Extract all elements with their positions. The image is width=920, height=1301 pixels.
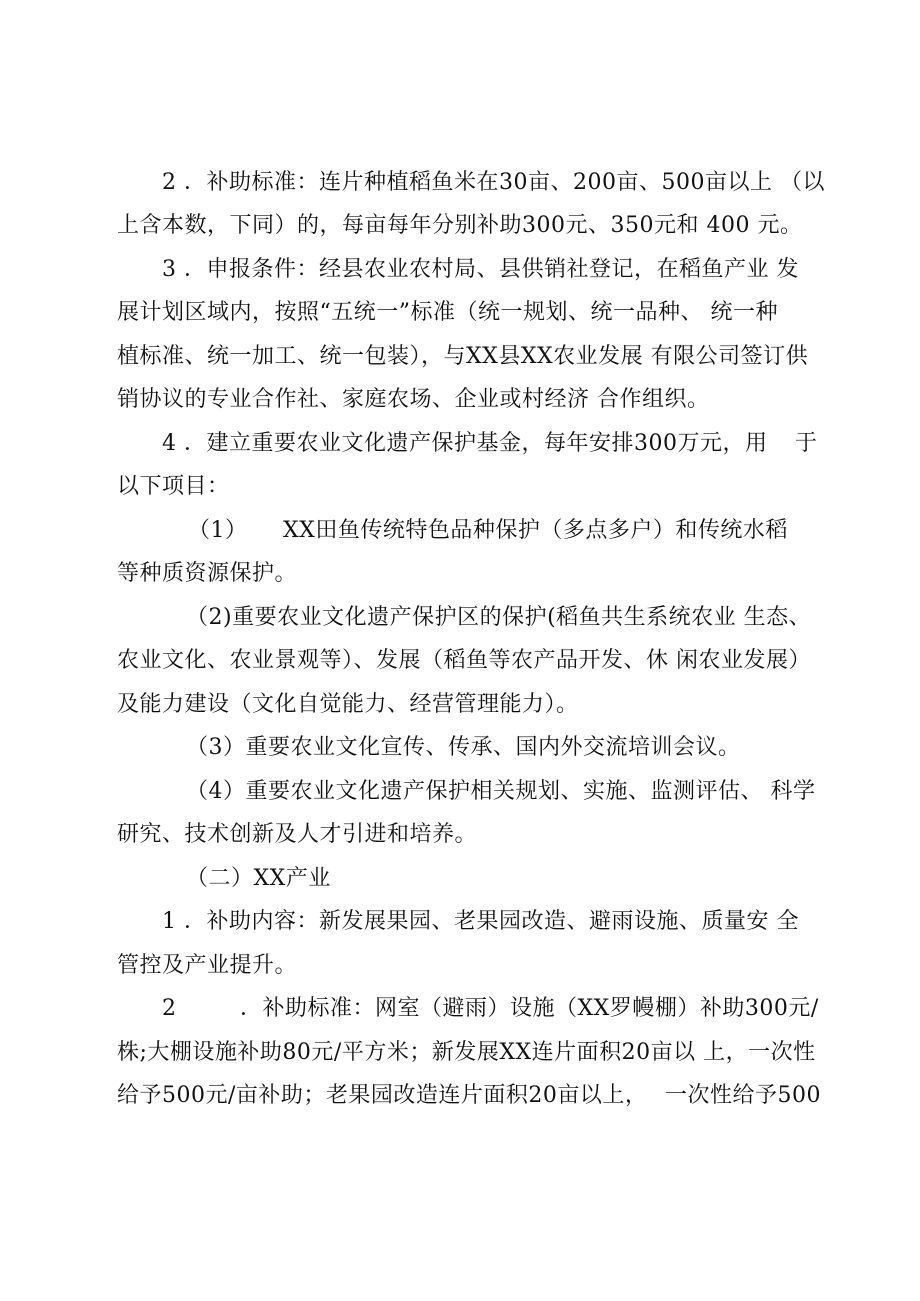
list-marker: （1） [188,518,248,543]
paragraph-line: XX田鱼传统特色品种保护（多点多户）和传统水稻 [283,518,788,543]
paragraph-line: ．补助标准：网室（避雨）设施（XX罗幔棚）补助300元/ [240,996,819,1021]
paragraph-line: 植标准、统一加工、统一包装），与XX县XX农业发展 有限公司签订供 [117,344,809,369]
paragraph-line: 4 ．建立重要农业文化遗产保护基金，每年安排300万元，用 [162,431,768,456]
paragraph-line: （2)重要农业文化遗产保护区的保护(稻鱼共生系统农业 生态、 [186,605,812,630]
paragraph-line: （3）重要农业文化宣传、传承、国内外交流培训会议。 [186,735,741,760]
paragraph-line: 农业文化、农业景观等）、发展（稻鱼等农产品开发、休 闲农业发展） [117,648,811,673]
section-heading: （二）XX产业 [186,866,331,891]
paragraph-line: 等种质资源保护。 [117,561,298,586]
paragraph-line: （4）重要农业文化遗产保护相关规划、实施、监测评估、 科学 [186,779,816,804]
paragraph-line: 销协议的专业合作社、家庭农场、企业或村经济 合作组织。 [117,387,710,412]
paragraph-line: 及能力建设（文化自觉能力、经营管理能力）。 [117,692,579,717]
list-marker: 2 [162,996,177,1021]
paragraph-line: 给予500元/亩补助；老果园改造连片面积20亩以上， [117,1083,648,1108]
paragraph-line: 展计划区域内，按照“五统一”标准（统一规划、统一品种、 统一种 [117,300,778,325]
paragraph-line: 1 ．补助内容：新发展果园、老果园改造、避雨设施、质量安 全 [162,909,799,934]
paragraph-line: 一次性给予500 [665,1083,821,1108]
paragraph-line: 上含本数，下同）的，每亩每年分别补助300元、350元和 400 元。 [117,213,803,238]
paragraph-line: 以下项目： [117,474,230,499]
paragraph-line: 研究、技术创新及人才引进和培养。 [117,822,478,847]
paragraph-line: 于 [795,431,818,456]
paragraph-line: 3 ．申报条件：经县农业农村局、县供销社登记，在稻鱼产业 发 [162,257,799,282]
paragraph-line: 株;大棚设施补助80元/平方米；新发展XX连片面积20亩以 上，一次性 [117,1040,816,1065]
paragraph-line: 2 ．补助标准：连片种植稻鱼米在30亩、200亩、500亩以上 （以 [162,170,825,195]
paragraph-line: 管控及产业提升。 [117,953,298,978]
